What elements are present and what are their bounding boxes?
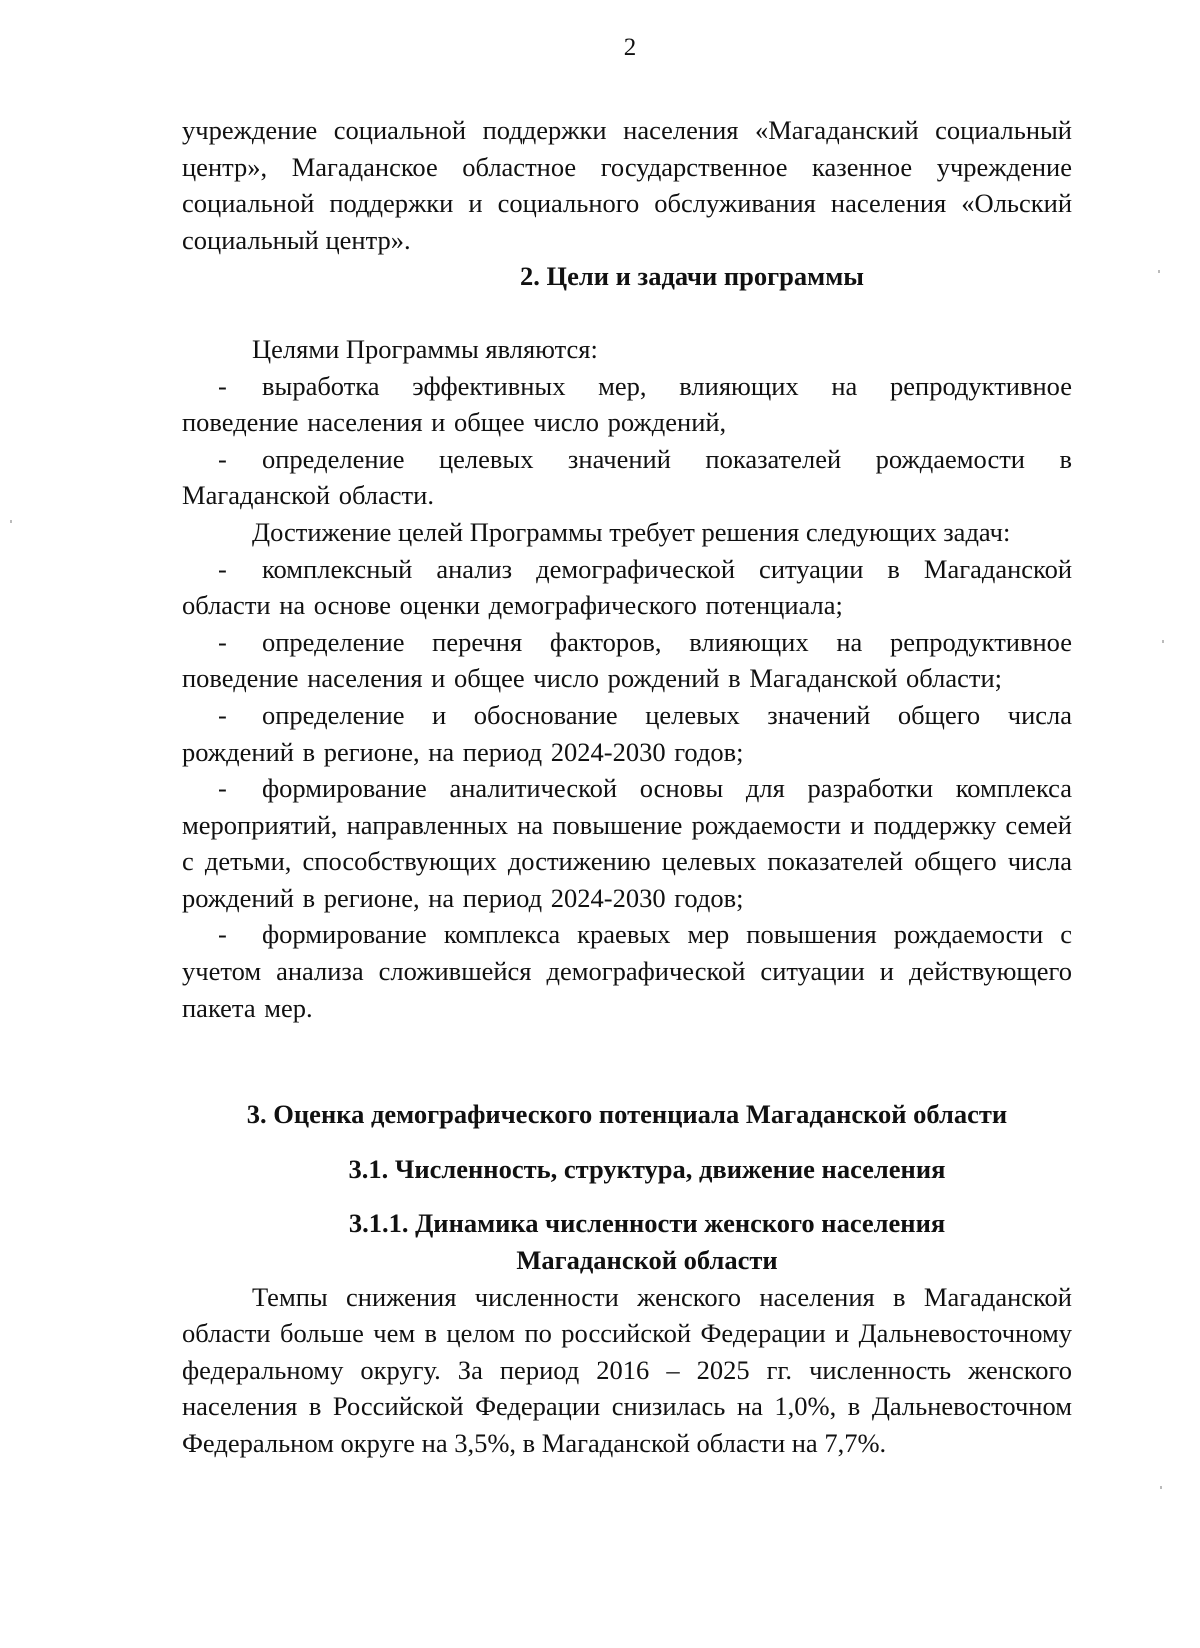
goal-item-1: - выработка эффективных мер, влияющих на репродуктивное поведение населения и общее число рождений, (182, 368, 1072, 441)
task-item-2: - определение перечня факторов, влияющих на репродуктивное поведение населения и общее число рождений в Магаданской области; (182, 624, 1072, 697)
section-heading-potential: 3. Оценка демографического потенциала Магаданской области (246, 1099, 1008, 1130)
scan-speck (10, 520, 12, 523)
paragraph-female-population: Темпы снижения численности женского населения в Магаданской области больше чем в целом по российской Федерации и Дальневосточному федеральному округу. За период 2016 – 2025 гг. численность женского населения в Российской Федерации снизилась на 1,0%, в Дальневосточном Федеральном округе на 3,5%, в Магаданской области на 7,7%. (182, 1281, 1072, 1458)
section-heading-goals: 2. Цели и задачи программы (520, 261, 864, 292)
bullet-dash: - (218, 626, 227, 657)
task-item-5: - формирование комплекса краевых мер повышения рождаемости с учетом анализа сложившейся демографической ситуации и действующего пакета мер. (182, 916, 1072, 1026)
scan-speck (1162, 640, 1164, 643)
task-item-3: - определение и обоснование целевых значений общего числа рождений в регионе, на период 2024-2030 годов; (182, 697, 1072, 770)
subsubsection-heading-line2: Магаданской области (516, 1245, 778, 1276)
scan-speck (1158, 270, 1160, 273)
task-item-1: - комплексный анализ демографической ситуации в Магаданской области на основе оценки демографического потенциала; (182, 551, 1072, 624)
bullet-dash: - (218, 699, 227, 730)
tasks-intro: Достижение целей Программы требует решения следующих задач: (252, 516, 1011, 547)
bullet-dash: - (218, 773, 227, 804)
goal-item-2: - определение целевых значений показателей рождаемости в Магаданской области. (182, 441, 1072, 514)
scan-speck (1160, 1486, 1162, 1489)
bullet-dash: - (218, 370, 227, 401)
bullet-dash: - (218, 443, 227, 474)
goals-intro: Целями Программы являются: (252, 333, 598, 364)
document-body (182, 112, 1072, 1462)
bullet-dash: - (218, 553, 227, 584)
bullet-dash: - (218, 919, 227, 950)
subsubsection-heading-line1: 3.1.1. Динамика численности женского населения (348, 1208, 946, 1239)
paragraph-institutions: учреждение социальной поддержки населения «Магаданский социальный центр», Магаданское областное государственное казенное учреждение социальной поддержки и социального обслуживания населения «Ольский социальный центр». (182, 115, 1072, 255)
task-item-4: - формирование аналитической основы для разработки комплекса мероприятий, направленных на повышение рождаемости и поддержку семей с детьми, способствующих достижению целевых показателей общего числа рождений в регионе, на период 2024-2030 годов; (182, 770, 1072, 916)
subsection-heading-population: 3.1. Численность, структура, движение населения (348, 1153, 946, 1184)
page-number: 2 (623, 34, 637, 61)
